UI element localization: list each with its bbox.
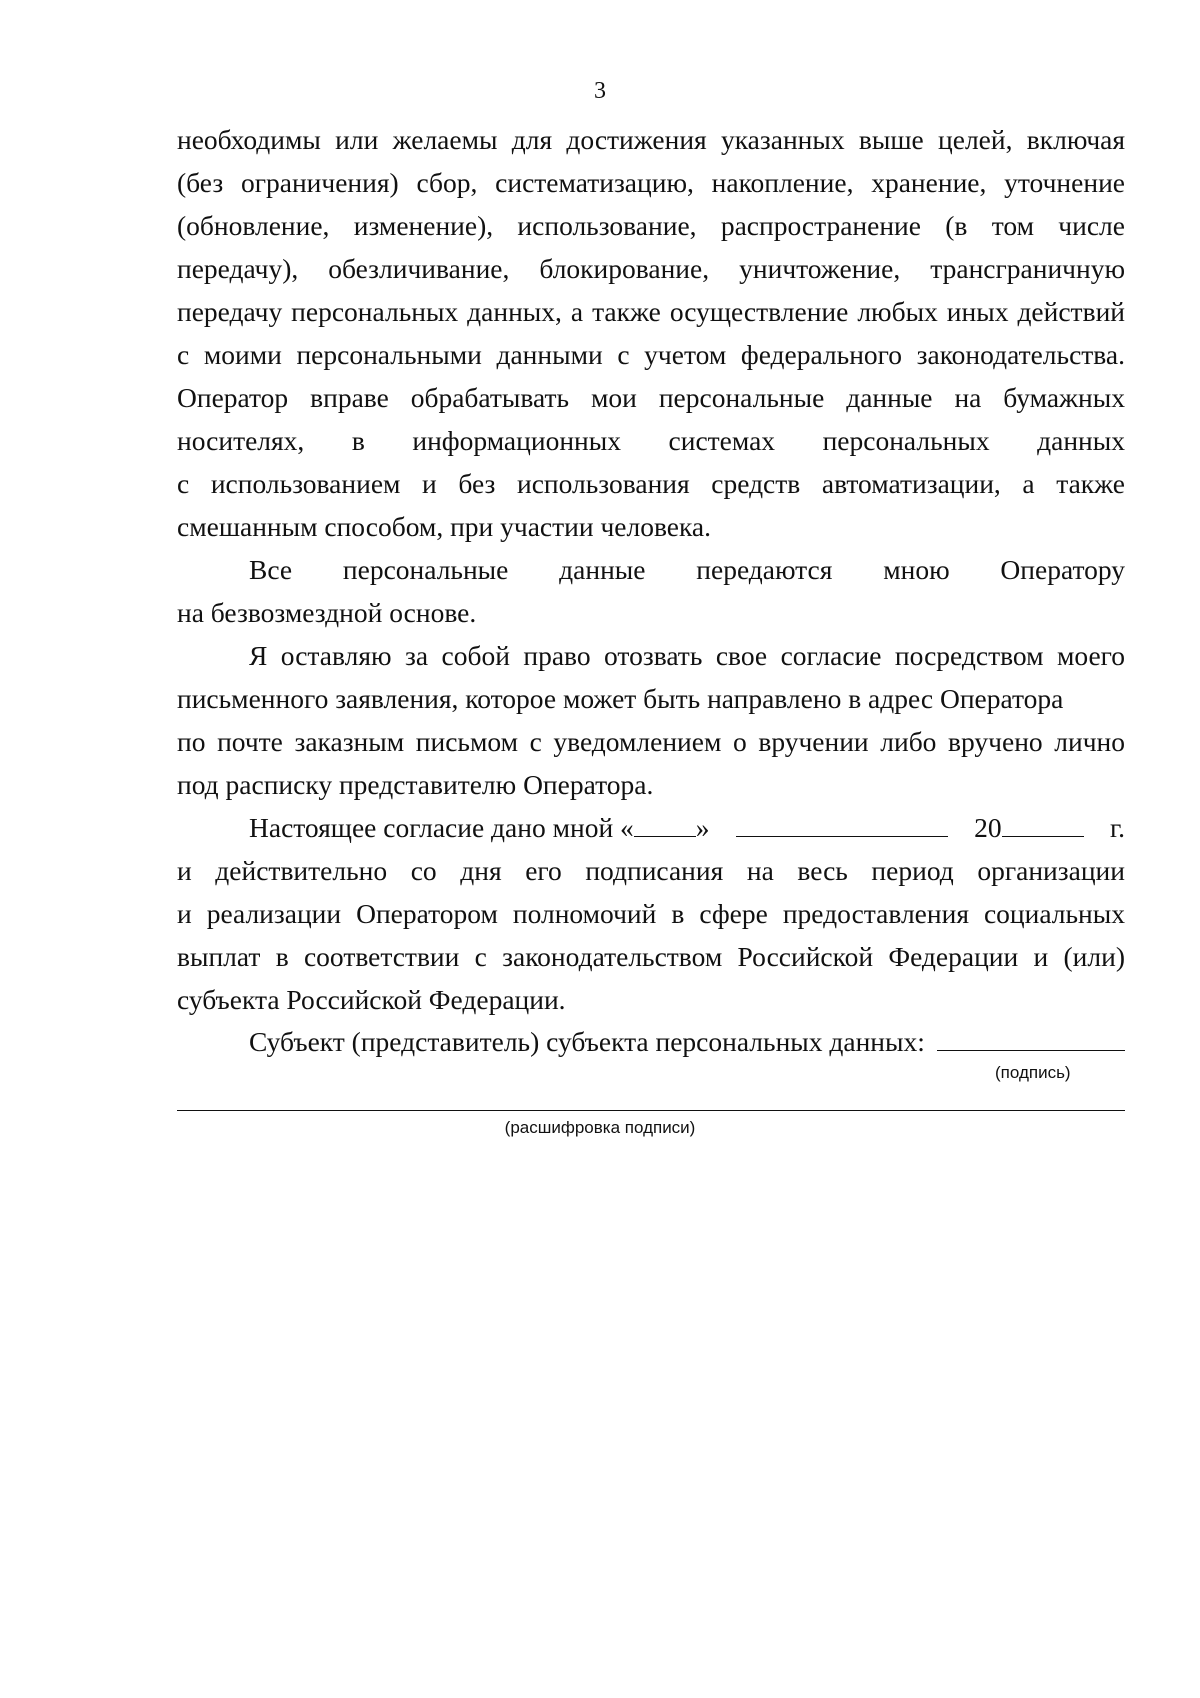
text-line: необходимы или желаемы для достижения указанных выше целей, включая xyxy=(177,124,1125,155)
text-line: Все персональные данные передаются мною Оператору xyxy=(249,554,1125,585)
signature-label: Субъект (представитель) субъекта персональных данных: xyxy=(249,1026,925,1057)
day-blank-field[interactable] xyxy=(634,812,696,837)
signature-line xyxy=(177,1020,1125,1063)
signature-blank-field[interactable] xyxy=(937,1024,1125,1051)
signature-block xyxy=(177,1020,1125,1063)
paragraph-consent-actions xyxy=(177,118,1125,548)
date-prefix-text: Настоящее согласие дано мной « xyxy=(249,812,634,843)
text-line: с использованием и без использования средств автоматизации, а также xyxy=(177,468,1125,499)
text-line: смешанным способом, при участии человека. xyxy=(177,511,712,542)
signature-caption: (подпись) xyxy=(995,1063,1071,1082)
year-blank-field[interactable] xyxy=(1002,812,1084,837)
page-number: 3 xyxy=(594,78,606,104)
text-line: под расписку представителю Оператора. xyxy=(177,769,654,800)
date-day-group xyxy=(249,806,710,849)
year-suffix-text: г. xyxy=(1109,812,1125,843)
text-line: выплат в соответствии с законодательством Российской Федерации и (или) xyxy=(177,941,1125,972)
signature-decode-caption: (расшифровка подписи) xyxy=(504,1118,696,1137)
date-year-group xyxy=(974,806,1084,849)
month-blank-field[interactable] xyxy=(736,812,948,837)
year-prefix-text: 20 xyxy=(974,812,1002,843)
text-line: и действительно со дня его подписания на весь период организации xyxy=(177,855,1125,886)
text-line: на безвозмездной основе. xyxy=(177,597,477,628)
text-line: с моими персональными данными с учетом федерального законодательства. xyxy=(177,339,1125,370)
signature-decode-blank-field[interactable] xyxy=(177,1110,1125,1111)
text-line: по почте заказным письмом с уведомлением о вручении либо вручено лично xyxy=(177,726,1125,757)
text-line: Оператор вправе обрабатывать мои персональные данные на бумажных xyxy=(177,382,1125,413)
text-line: Я оставляю за собой право отозвать свое согласие посредством моего xyxy=(249,640,1125,671)
paragraph-free-transfer xyxy=(177,548,1125,634)
paragraph-consent-date xyxy=(177,806,1125,1021)
text-line: носителях, в информационных системах персональных данных xyxy=(177,425,1125,456)
text-line: письменного заявления, которое может быть направлено в адрес Оператора xyxy=(177,683,1064,714)
text-line: (обновление, изменение), использование, распространение (в том числе xyxy=(177,210,1125,241)
date-line xyxy=(177,806,1125,849)
text-line: субъекта Российской Федерации. xyxy=(177,984,566,1015)
text-line: (без ограничения) сбор, систематизацию, накопление, хранение, уточнение xyxy=(177,167,1125,198)
paragraph-withdraw-right xyxy=(177,634,1125,806)
text-line: передачу), обезличивание, блокирование, уничтожение, трансграничную xyxy=(177,253,1125,284)
date-close-quote: » xyxy=(695,812,710,843)
text-line: и реализации Оператором полномочий в сфере предоставления социальных xyxy=(177,898,1125,929)
text-line: передачу персональных данных, а также осуществление любых иных действий xyxy=(177,296,1125,327)
